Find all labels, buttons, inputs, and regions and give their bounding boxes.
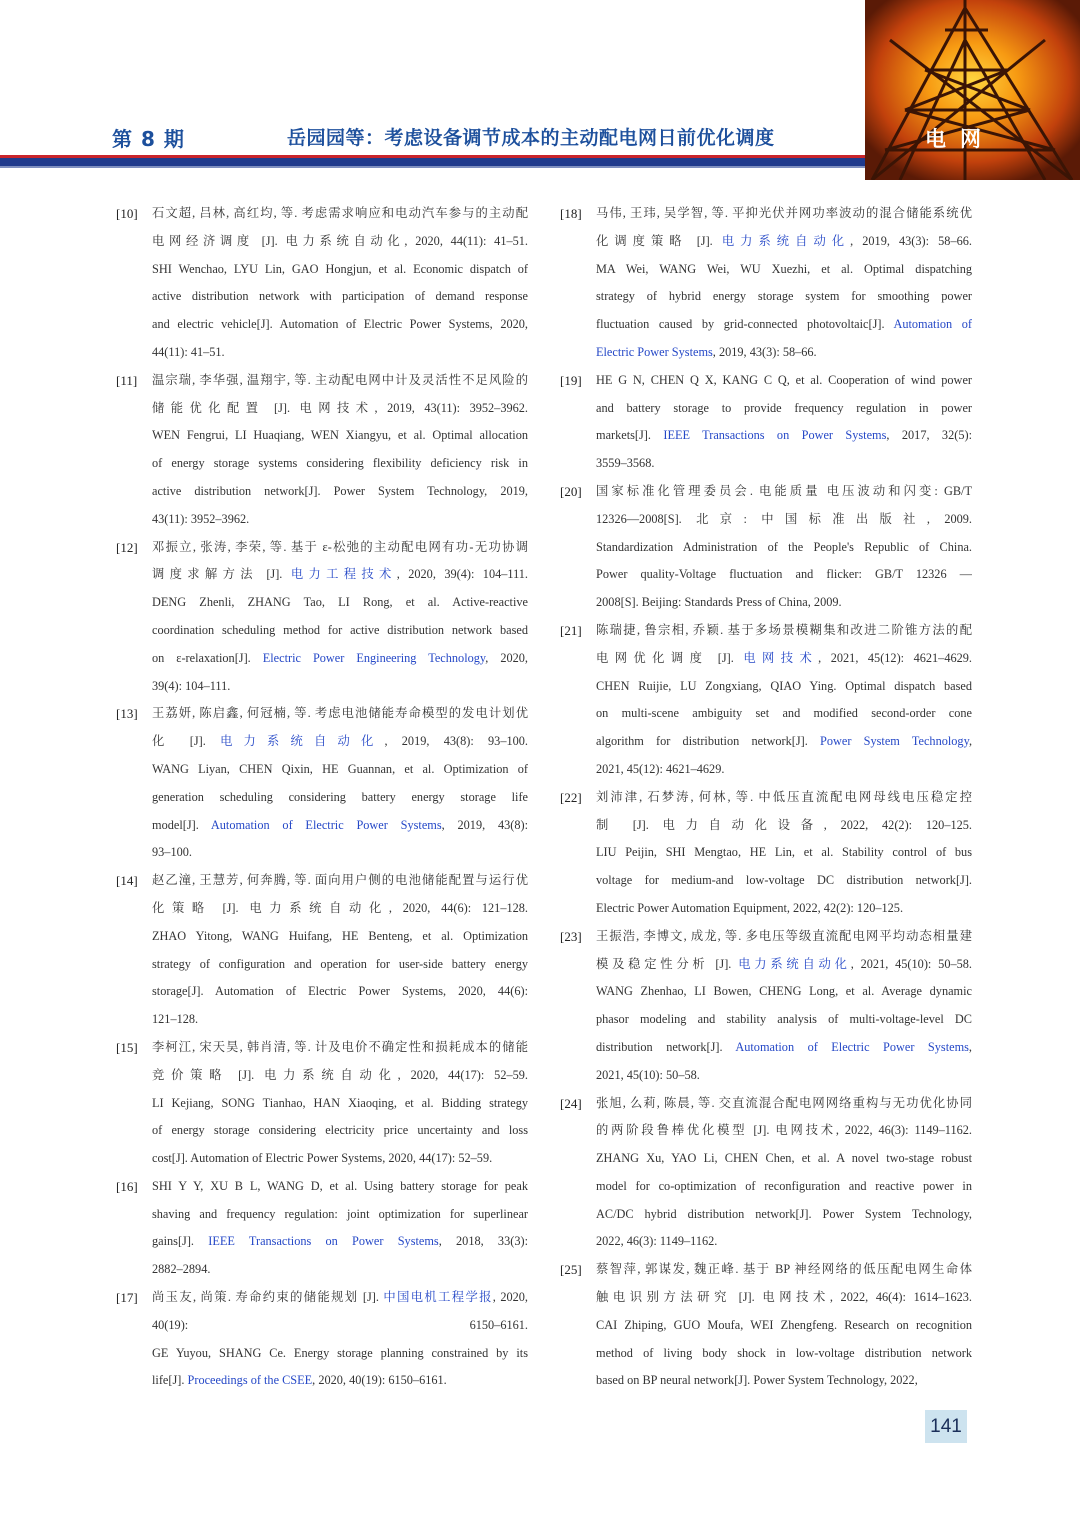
reference-line	[596, 283, 972, 311]
reference-text: 121–128.	[152, 1012, 199, 1027]
reference-text: 陈瑞捷, 鲁宗相, 乔颖. 基于多场景模糊集和改进二阶锥方法的配	[596, 622, 972, 637]
reference-line	[152, 1006, 528, 1034]
reference-entry	[116, 367, 528, 534]
reference-line	[596, 339, 972, 367]
reference-text: 王振浩, 李博文, 成龙, 等. 多电压等级直流配电网平均动态相量建	[596, 928, 972, 943]
reference-text: 制 [J]. 电力自动化设备, 2022, 42(2): 120–125.	[596, 817, 972, 832]
reference-line	[152, 645, 528, 673]
reference-text: , 2019, 43(3): 58–66.	[850, 233, 972, 248]
reference-line	[152, 1173, 528, 1201]
reference-line	[596, 228, 972, 256]
reference-text: model[J].	[152, 817, 211, 832]
reference-text: 93–100.	[152, 845, 192, 860]
reference-text: 39(4): 104–111.	[152, 678, 231, 693]
reference-line	[152, 589, 528, 617]
reference-line	[596, 1145, 972, 1173]
reference-text: shaving and frequency regulation: joint optimization for superlinear	[152, 1206, 528, 1221]
reference-link[interactable]: 中国电机工程学报	[383, 1290, 493, 1305]
reference-text: storage[J]. Automation of Electric Power Systems, 2020, 44(6):	[152, 984, 528, 999]
reference-line	[596, 728, 972, 756]
reference-link[interactable]: Electric Power Systems	[596, 344, 713, 359]
reference-line	[596, 1090, 972, 1118]
reference-text: 化 [J].	[152, 734, 221, 749]
reference-line	[596, 561, 972, 589]
reference-text: ZHANG Xu, YAO Li, CHEN Chen, et al. A novel two-stage robust	[596, 1151, 972, 1166]
reference-number: [16]	[116, 1178, 138, 1194]
reference-number: [25]	[560, 1262, 582, 1278]
reference-text: based on BP neural network[J]. Power System Technology, 2022,	[596, 1373, 918, 1388]
reference-line	[152, 1312, 528, 1340]
page-number: 141	[925, 1410, 967, 1443]
reference-line	[152, 1228, 528, 1256]
reference-entry	[560, 478, 972, 617]
reference-text: , 2019, 43(8): 93–100.	[384, 734, 528, 749]
reference-text: 2022, 46(3): 1149–1162.	[596, 1234, 718, 1249]
reference-line	[596, 395, 972, 423]
reference-line	[152, 1284, 528, 1312]
reference-entry	[116, 534, 528, 701]
reference-line	[596, 673, 972, 701]
reference-number: [10]	[116, 206, 138, 221]
reference-text: model for co-optimization of reconfiguration and reactive power in	[596, 1178, 972, 1193]
reference-text: 李柯江, 宋天昊, 韩肖清, 等. 计及电价不确定性和损耗成本的储能	[152, 1039, 528, 1054]
reference-link[interactable]: 电力系统自动化	[738, 956, 851, 971]
reference-text: gains[J].	[152, 1234, 209, 1249]
reference-text: SHI Wenchao, LYU Lin, GAO Hongjun, et al. Economic dispatch of	[152, 261, 528, 276]
reference-entry	[116, 1173, 528, 1284]
reference-line	[596, 1062, 972, 1090]
reference-number: [11]	[116, 372, 138, 388]
reference-line	[152, 422, 528, 450]
reference-line	[596, 534, 972, 562]
reference-text: strategy of hybrid energy storage system for smoothing power	[596, 289, 972, 304]
reference-text: SHI Y Y, XU B L, WANG D, et al. Using battery storage for peak	[152, 1178, 528, 1193]
reference-text: DENG Zhenli, ZHANG Tao, LI Rong, et al. Active-reactive	[152, 595, 528, 610]
reference-entry	[560, 367, 972, 478]
reference-line	[152, 839, 528, 867]
reference-link[interactable]: 电力系统自动化	[721, 233, 851, 248]
reference-line	[152, 923, 528, 951]
reference-text: 王荔妍, 陈启鑫, 何冠楠, 等. 考虑电池储能寿命模型的发电计划优	[152, 706, 528, 721]
reference-text: on multi-scene ambiguity set and modified second-order cone	[596, 706, 972, 721]
reference-text: Power quality-Voltage fluctuation and flicker: GB/T 12326 —	[596, 567, 972, 582]
reference-text: 竞价策略 [J]. 电力系统自动化, 2020, 44(17): 52–59.	[152, 1067, 528, 1082]
reference-line	[596, 923, 972, 951]
reference-line	[596, 700, 972, 728]
reference-text: CHEN Ruijie, LU Zongxiang, QIAO Ying. Optimal dispatch based	[596, 678, 972, 693]
reference-line	[152, 1340, 528, 1368]
reference-line	[596, 1284, 972, 1312]
reference-link[interactable]: Automation of Electric Power Systems	[210, 817, 442, 832]
reference-line	[596, 1228, 972, 1256]
reference-link[interactable]: IEEE Transactions on Power Systems	[208, 1234, 439, 1249]
reference-text: AC/DC hybrid distribution network[J]. Power System Technology,	[596, 1206, 972, 1221]
reference-line	[152, 1367, 528, 1395]
reference-text: 模及稳定性分析 [J].	[596, 956, 739, 971]
reference-text: 赵乙潼, 王慧芳, 何奔腾, 等. 面向用户侧的电池储能配置与运行优	[152, 873, 528, 888]
reference-text: LI Kejiang, SONG Tianhao, HAN Xiaoqing, et al. Bidding strategy	[152, 1095, 528, 1110]
reference-text: generation scheduling considering battery energy storage life	[152, 789, 528, 804]
reference-line	[596, 1312, 972, 1340]
reference-text: active distribution network with participation of demand response	[152, 289, 528, 304]
reference-line	[596, 1006, 972, 1034]
reference-line	[596, 1117, 972, 1145]
reference-line	[596, 200, 972, 228]
reference-line	[152, 478, 528, 506]
reference-line	[152, 617, 528, 645]
reference-text: 2021, 45(12): 4621–4629.	[596, 761, 725, 776]
reference-link[interactable]: Automation of	[893, 317, 972, 332]
reference-link[interactable]: 电网技术	[743, 650, 819, 665]
reference-line	[152, 395, 528, 423]
reference-line	[152, 450, 528, 478]
reference-text: 储能优化配置 [J]. 电网技术, 2019, 43(11): 3952–3962.	[152, 400, 528, 415]
reference-number: [18]	[560, 206, 582, 221]
reference-text: 2008[S]. Beijing: Standards Press of China, 2009.	[596, 595, 842, 610]
reference-text: , 2017, 32(5):	[886, 428, 972, 443]
reference-link[interactable]: 电力工程技术	[290, 567, 397, 582]
reference-line	[596, 1256, 972, 1284]
reference-text: 刘沛津, 石梦涛, 何林, 等. 中低压直流配电网母线电压稳定控	[596, 789, 972, 804]
reference-text: 电网优化调度 [J].	[596, 650, 744, 665]
reference-line	[152, 283, 528, 311]
reference-text: 化策略 [J]. 电力系统自动化, 2020, 44(6): 121–128.	[152, 900, 528, 915]
reference-line	[596, 812, 972, 840]
reference-line	[596, 951, 972, 979]
reference-text: LIU Peijin, SHI Mengtao, HE Lin, et al. Stability control of bus	[596, 845, 972, 860]
reference-text: 尚玉友, 尚策. 寿命约束的储能规划 [J].	[152, 1290, 384, 1305]
reference-entry	[560, 1090, 972, 1257]
reference-line	[152, 534, 528, 562]
reference-entry	[116, 1034, 528, 1173]
reference-entry	[116, 700, 528, 867]
reference-line	[152, 256, 528, 284]
reference-text: ,	[968, 734, 972, 749]
reference-line	[596, 756, 972, 784]
reference-text: CAI Zhiping, GUO Moufa, WEI Zhengfeng. Research on recognition	[596, 1317, 972, 1332]
reference-text: method of living body shock in low-voltage distribution network	[596, 1345, 972, 1360]
reference-link[interactable]: Proceedings of the CSEE	[187, 1373, 313, 1388]
reference-number: [17]	[116, 1290, 138, 1306]
reference-line	[596, 895, 972, 923]
reference-text: ,	[968, 1039, 972, 1054]
reference-line	[152, 1201, 528, 1229]
reference-text: Electric Power Automation Equipment, 2022, 42(2): 120–125.	[596, 900, 904, 915]
reference-line	[152, 1117, 528, 1145]
reference-text: and battery storage to provide frequency regulation in power	[596, 400, 972, 415]
reference-text: 温宗瑞, 李华强, 温翔宇, 等. 主动配电网中计及灵活性不足风险的	[152, 372, 528, 387]
reference-line	[152, 978, 528, 1006]
reference-number: [13]	[116, 706, 138, 722]
reference-text: 邓振立, 张涛, 李荣, 等. 基于 ε-松弛的主动配电网有功-无功协调	[152, 539, 528, 554]
reference-text: on ε-relaxation[J].	[152, 650, 263, 665]
reference-text: WANG Liyan, CHEN Qixin, HE Guannan, et al. Optimization of	[152, 761, 528, 776]
reference-line	[596, 367, 972, 395]
reference-text: GE Yuyou, SHANG Ce. Energy storage planning constrained by its	[152, 1345, 528, 1360]
reference-line	[152, 867, 528, 895]
reference-text: algorithm for distribution network[J].	[596, 734, 821, 749]
reference-number: [15]	[116, 1039, 138, 1055]
reference-link[interactable]: Power System Technology	[820, 734, 969, 749]
reference-text: of energy storage considering electricity price uncertainty and loss	[152, 1123, 528, 1138]
reference-text: MA Wei, WANG Wei, WU Xuezhi, et al. Optimal dispatching	[596, 261, 972, 276]
references-right-column	[560, 200, 972, 1395]
reference-line	[152, 812, 528, 840]
reference-text: , 2021, 45(12): 4621–4629.	[818, 650, 972, 665]
reference-text: , 2020,	[492, 1290, 528, 1305]
reference-text: HE G N, CHEN Q X, KANG C Q, et al. Cooperation of wind power	[596, 372, 972, 387]
reference-number: [19]	[560, 372, 582, 388]
reference-line	[152, 728, 528, 756]
reference-line	[152, 895, 528, 923]
reference-text: , 2020, 40(19): 6150–6161.	[312, 1373, 447, 1388]
reference-text: life[J].	[152, 1373, 188, 1388]
reference-entry	[560, 784, 972, 923]
reference-number: [24]	[560, 1095, 582, 1111]
reference-line	[152, 311, 528, 339]
reference-text: 43(11): 3952–3962.	[152, 511, 250, 526]
reference-number: [23]	[560, 928, 582, 944]
reference-line	[596, 1367, 972, 1395]
reference-text: 的两阶段鲁棒优化模型 [J]. 电网技术, 2022, 46(3): 1149–1162.	[596, 1123, 972, 1138]
reference-line	[596, 422, 972, 450]
reference-line	[152, 1034, 528, 1062]
reference-text: markets[J].	[596, 428, 664, 443]
reference-line	[596, 450, 972, 478]
reference-number: [14]	[116, 873, 138, 889]
reference-line	[596, 506, 972, 534]
reference-line	[152, 1256, 528, 1284]
reference-line	[152, 784, 528, 812]
reference-text: 石文超, 吕林, 高红均, 等. 考虑需求响应和电动汽车参与的主动配	[152, 206, 528, 220]
reference-text: 电网经济调度 [J]. 电力系统自动化, 2020, 44(11): 41–51.	[152, 233, 528, 248]
reference-text: , 2020, 39(4): 104–111.	[396, 567, 528, 582]
reference-line	[596, 478, 972, 506]
reference-text: 12326—2008[S]. 北京: 中国标准出版社, 2009.	[596, 511, 972, 526]
reference-line	[596, 617, 972, 645]
reference-number: [22]	[560, 789, 582, 805]
header-band	[0, 0, 1080, 180]
reference-line	[596, 311, 972, 339]
reference-line	[596, 867, 972, 895]
reference-line	[152, 756, 528, 784]
reference-text: phasor modeling and stability analysis of multi-voltage-level DC	[596, 1012, 972, 1027]
references-left-column	[116, 200, 528, 1395]
reference-number: [12]	[116, 539, 138, 555]
reference-line	[152, 951, 528, 979]
reference-line	[596, 1201, 972, 1229]
reference-line	[596, 978, 972, 1006]
reference-text: 2021, 45(10): 50–58.	[596, 1067, 700, 1082]
reference-text: 调度求解方法 [J].	[152, 567, 291, 582]
reference-entry	[116, 200, 528, 367]
reference-number: [20]	[560, 483, 582, 499]
reference-text: WEN Fengrui, LI Huaqiang, WEN Xiangyu, et al. Optimal allocation	[152, 428, 528, 443]
reference-line	[596, 784, 972, 812]
reference-line	[152, 506, 528, 534]
reference-entry	[560, 200, 972, 367]
reference-text: and electric vehicle[J]. Automation of Electric Power Systems, 2020,	[152, 317, 528, 332]
running-title: 岳园园等：考虑设备调节成本的主动配电网日前优化调度	[287, 127, 775, 149]
reference-line	[596, 256, 972, 284]
journal-name: 电网	[925, 127, 995, 151]
reference-line	[152, 200, 528, 228]
reference-text: Standardization Administration of the People's Republic of China.	[596, 539, 972, 554]
issue-number: 第 8 期	[112, 127, 185, 151]
reference-text: , 2021, 45(10): 50–58.	[850, 956, 972, 971]
reference-text: coordination scheduling method for active distribution network based	[152, 622, 528, 637]
reference-text: , 2018, 33(3):	[438, 1234, 528, 1249]
reference-line	[152, 700, 528, 728]
reference-line	[152, 673, 528, 701]
reference-text: 触电识别方法研究 [J]. 电网技术, 2022, 46(4): 1614–1623.	[596, 1290, 972, 1305]
reference-line	[596, 839, 972, 867]
reference-line	[152, 339, 528, 367]
reference-link[interactable]: IEEE Transactions on Power Systems	[663, 428, 887, 443]
reference-entry	[116, 1284, 528, 1395]
reference-text: 马伟, 王玮, 吴学智, 等. 平抑光伏并网功率波动的混合储能系统优	[596, 206, 972, 220]
reference-text: 2882–2894.	[152, 1262, 211, 1277]
reference-text: WANG Zhenhao, LI Bowen, CHENG Long, et al. Average dynamic	[596, 984, 972, 999]
reference-text: 化调度策略 [J].	[596, 233, 722, 248]
reference-entry	[560, 1256, 972, 1395]
reference-link[interactable]: 电力系统自动化	[220, 734, 385, 749]
reference-number: [21]	[560, 622, 582, 638]
reference-link[interactable]: Electric Power Engineering Technology	[262, 650, 486, 665]
reference-line	[152, 1062, 528, 1090]
reference-entry	[560, 617, 972, 784]
reference-text: 40(19): 6150–6161.	[152, 1317, 528, 1332]
reference-text: active distribution network[J]. Power System Technology, 2019,	[152, 483, 528, 498]
reference-line	[596, 1340, 972, 1368]
reference-text: voltage for medium-and low-voltage DC distribution network[J].	[596, 873, 972, 888]
reference-text: fluctuation caused by grid-connected photovoltaic[J].	[596, 317, 894, 332]
reference-line	[596, 1034, 972, 1062]
reference-text: 蔡智萍, 郭谋发, 魏正峰. 基于 BP 神经网络的低压配电网生命体	[596, 1262, 972, 1277]
reference-line	[596, 1173, 972, 1201]
reference-line	[152, 1145, 528, 1173]
reference-line	[152, 367, 528, 395]
reference-line	[152, 561, 528, 589]
reference-text: of energy storage systems considering flexibility deficiency risk in	[152, 456, 528, 471]
pylon-photo	[865, 0, 1080, 180]
reference-text: , 2019, 43(8):	[441, 817, 528, 832]
reference-text: , 2020,	[485, 650, 528, 665]
reference-text: distribution network[J].	[596, 1039, 736, 1054]
reference-text: ZHAO Yitong, WANG Huifang, HE Benteng, et al. Optimization	[152, 928, 528, 943]
reference-entry	[560, 923, 972, 1090]
reference-line	[596, 645, 972, 673]
reference-text: 44(11): 41–51.	[152, 344, 225, 359]
reference-text: , 2019, 43(3): 58–66.	[712, 344, 817, 359]
reference-text: 张旭, 么莉, 陈晨, 等. 交直流混合配电网网络重构与无功优化协同	[596, 1095, 972, 1110]
reference-entry	[116, 867, 528, 1034]
reference-text: cost[J]. Automation of Electric Power Systems, 2020, 44(17): 52–59.	[152, 1151, 493, 1166]
reference-link[interactable]: Automation of Electric Power Systems	[735, 1039, 969, 1054]
reference-text: strategy of configuration and operation for user-side battery energy	[152, 956, 528, 971]
reference-line	[152, 1090, 528, 1118]
reference-text: 3559–3568.	[596, 456, 655, 471]
reference-text: 国家标准化管理委员会. 电能质量 电压波动和闪变: GB/T	[596, 483, 972, 498]
reference-line	[152, 228, 528, 256]
reference-line	[596, 589, 972, 617]
